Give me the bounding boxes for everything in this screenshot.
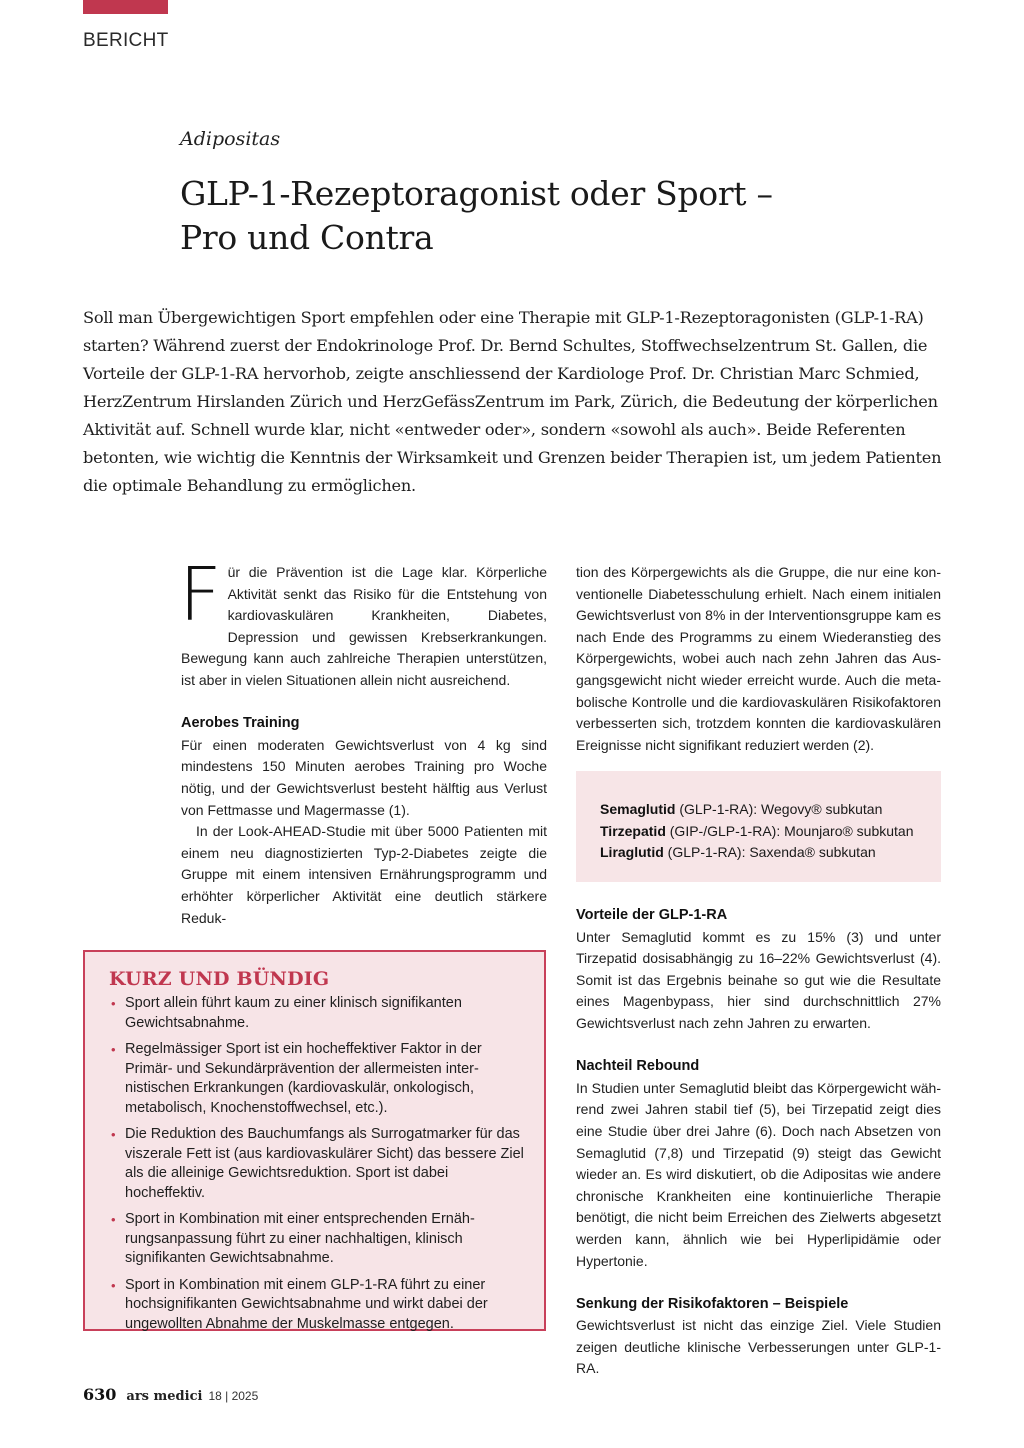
summary-item-text: Sport in Kombination mit einem GLP-1-RA führt zu einer hochsignifikanten Gewichtsabnahme und wirkt dabei der ungewollten Abnahme der Muskelmasse entgegen.: [125, 1276, 488, 1332]
section-accent-bar: [83, 0, 168, 14]
drug-info-box: [576, 771, 941, 882]
bullet-icon: •: [111, 1042, 116, 1057]
rebound-heading: Nachteil Rebound: [576, 1058, 700, 1075]
right-column-top: [576, 562, 941, 756]
drug-line: [600, 821, 941, 843]
summary-item-text: Sport allein führt kaum zu einer klinisch signifikanten Gewichtsabnahme.: [125, 995, 462, 1031]
drug-detail: (GLP-1-RA): Saxenda® subkutan: [663, 844, 876, 861]
drug-line: [600, 842, 941, 864]
risk-heading: Senkung der Risikofaktoren – Beispiele: [576, 1295, 849, 1312]
summary-box: [83, 950, 546, 1331]
drop-cap: F: [179, 552, 222, 638]
summary-item-text: Die Reduktion des Bauchumfangs als Surrogatmarker für das viszerale Fett ist (aus kardiovaskulärer Sicht) das bessere Ziel als die alleinige Gewichtsreduktion. Sport ist dabei hocheffektiv.: [125, 1126, 524, 1201]
intro-paragraph: [179, 552, 547, 692]
drug-detail: (GIP-/GLP-1-RA): Mounjaro® subkutan: [665, 822, 914, 839]
advantages-heading: Vorteile der GLP-1-RA: [576, 907, 728, 923]
bullet-icon: •: [111, 1127, 116, 1142]
rebound-paragraph: In Studien unter Semaglutid bleibt das Körpergewicht während zwei Jahren stabil tief (5), bei Tirzepatid zeigt dies eine Studie über drei Jahre (6). Doch nach Absetzen von Semaglutid (7,8) und Tirzepatid (9) steigt das Gewicht wieder an. Es wird diskutiert, ob die Adipositas wie andere chronische Krankheiten eine kontinuierliche Therapie benötigt, die nicht beim Erreichen des Zielwerts abgesetzt werden kann, ähnlich wie bei Hyperlipidämie oder Hypertonie.: [576, 1079, 941, 1269]
summary-title: KURZ UND BÜNDIG: [109, 968, 330, 990]
summary-item: [109, 1125, 524, 1203]
magazine-name: ars medici: [126, 1389, 203, 1404]
summary-item-text: Sport in Kombination mit einer entsprechenden Ernährungsanpassung führt zu einer nachhaltigen, klinisch signifikanten Gewichtsabnahme.: [125, 1211, 475, 1266]
summary-item: [109, 994, 524, 1033]
risk-paragraph: Gewichtsverlust ist nicht das einzige Ziel. Viele Studien zeigen deutliche klinische Verbesserungen unter GLP-1-RA.: [576, 1317, 941, 1377]
left-column: [179, 552, 547, 929]
bullet-icon: •: [111, 1212, 116, 1227]
aerobic-heading: Aerobes Training: [181, 715, 300, 732]
summary-item: [109, 1276, 524, 1335]
right-column-sections: [576, 905, 941, 1380]
aerobic-paragraph-1: Für einen moderaten Gewichtsverlust von 4 kg sind mindestens 150 Minuten aerobes Training pro Woche nötig, und der Gewichtsverlust besteht hälftig aus Verlust von Fettmasse und Magermasse (1).: [181, 736, 547, 818]
advantages-paragraph: Unter Semaglutid kommt es zu 15% (3) und unter Tirzepatid dosisabhängig zu 16–22% Gewichtsverlust (4). Somit ist das Ergebnis beinahe so gut wie die Resultate eines Magenbypass, hier sind durchschnittlich 27% Gewichtsverlust nach zehn Jahren zu erwarten.: [576, 928, 941, 1031]
drug-name: Semaglutid: [600, 801, 676, 817]
drug-name: Liraglutid: [600, 844, 664, 861]
drug-name: Tirzepatid: [600, 822, 666, 839]
bullet-icon: •: [111, 1277, 116, 1293]
issue-number: 18 | 2025: [208, 1389, 259, 1403]
article-kicker: Adipositas: [180, 128, 281, 150]
page-number: 630: [83, 1385, 117, 1404]
section-label: BERICHT: [83, 30, 169, 51]
title-line-2: Pro und Contra: [180, 218, 434, 257]
drug-line: [600, 799, 941, 821]
bullet-icon: •: [111, 996, 116, 1011]
page-footer: [83, 1385, 258, 1404]
summary-item: [109, 1210, 524, 1269]
continuation-paragraph: tion des Körpergewichts als die Gruppe, die nur eine konventionelle Diabetesschulung erhielt. Nach einem initialen Gewichtsverlust von 8% in der Interventionsgruppe kam es nach Ende des Programms zu einem Wiederanstieg des Körpergewichts, wobei auch nach zehn Jahren das Ausgangsgewicht nicht wieder erreicht wurde. Auch die metabolische Kontrolle und die kardiovaskulären Risikofaktoren verbesserten sich, trotzdem konnten die kardiovaskulären Ereignisse nicht signifikant reduziert werden (2).: [576, 564, 941, 753]
aerobic-paragraph-2: In der Look-AHEAD-Studie mit über 5000 Patienten mit einem neu diagnostizierten Typ-2-Diabetes zeigte die Gruppe mit einem intensiven Ernährungsprogramm und erhöhter körperlicher Aktivität eine deutlich stärkere Reduk-: [181, 823, 547, 926]
drug-detail: (GLP-1-RA): Wegovy® subkutan: [675, 801, 883, 817]
summary-item: [109, 1040, 524, 1118]
intro-text: ür die Prävention ist die Lage klar. Körperliche Aktivität senkt das Risiko für die Entstehung von kardiovaskulären Krankheiten, Diabetes, Depression und gewissen Krebserkrankungen. Bewegung kann auch zahlreiche Therapien unterstützen, ist aber in vielen Situationen allein nicht ausreichend.: [181, 564, 547, 688]
title-line-1: GLP-1-Rezeptoragonist oder Sport –: [180, 174, 773, 213]
summary-item-text: Regelmässiger Sport ist ein hocheffektiver Faktor in der Primär- und Sekundärprävention der allermeisten internistischen Erkrankungen (kardiovaskulär, onkologisch, metabolisch, Knochenstoffwechsel, etc.).: [125, 1041, 482, 1116]
article-lead: Soll man Übergewichtigen Sport empfehlen oder eine Therapie mit GLP-1-Rezeptoragonisten (GLP-1-RA) starten? Während zuerst der Endokrinologe Prof. Dr. Bernd Schultes, Stoffwechselzentrum St. Gallen, die Vorteile der GLP-1-RA hervorhob, zeigte anschliessend der Kardiologe Prof. Dr. Christian Marc Schmied, HerzZentrum Hirslanden Zürich und HerzGefässZentrum im Park, Zürich, die Bedeutung der körperlichen Aktivität auf. Schnell wurde klar, nicht «entweder oder», sondern «sowohl als auch». Beide Referenten betonten, wie wichtig die Kenntnis der Wirksamkeit und Grenzen beider Therapien ist, um jedem Patienten die optimale Behandlung zu ermöglichen.: [83, 308, 942, 495]
article-title: [180, 172, 880, 260]
summary-list: [109, 994, 524, 1334]
